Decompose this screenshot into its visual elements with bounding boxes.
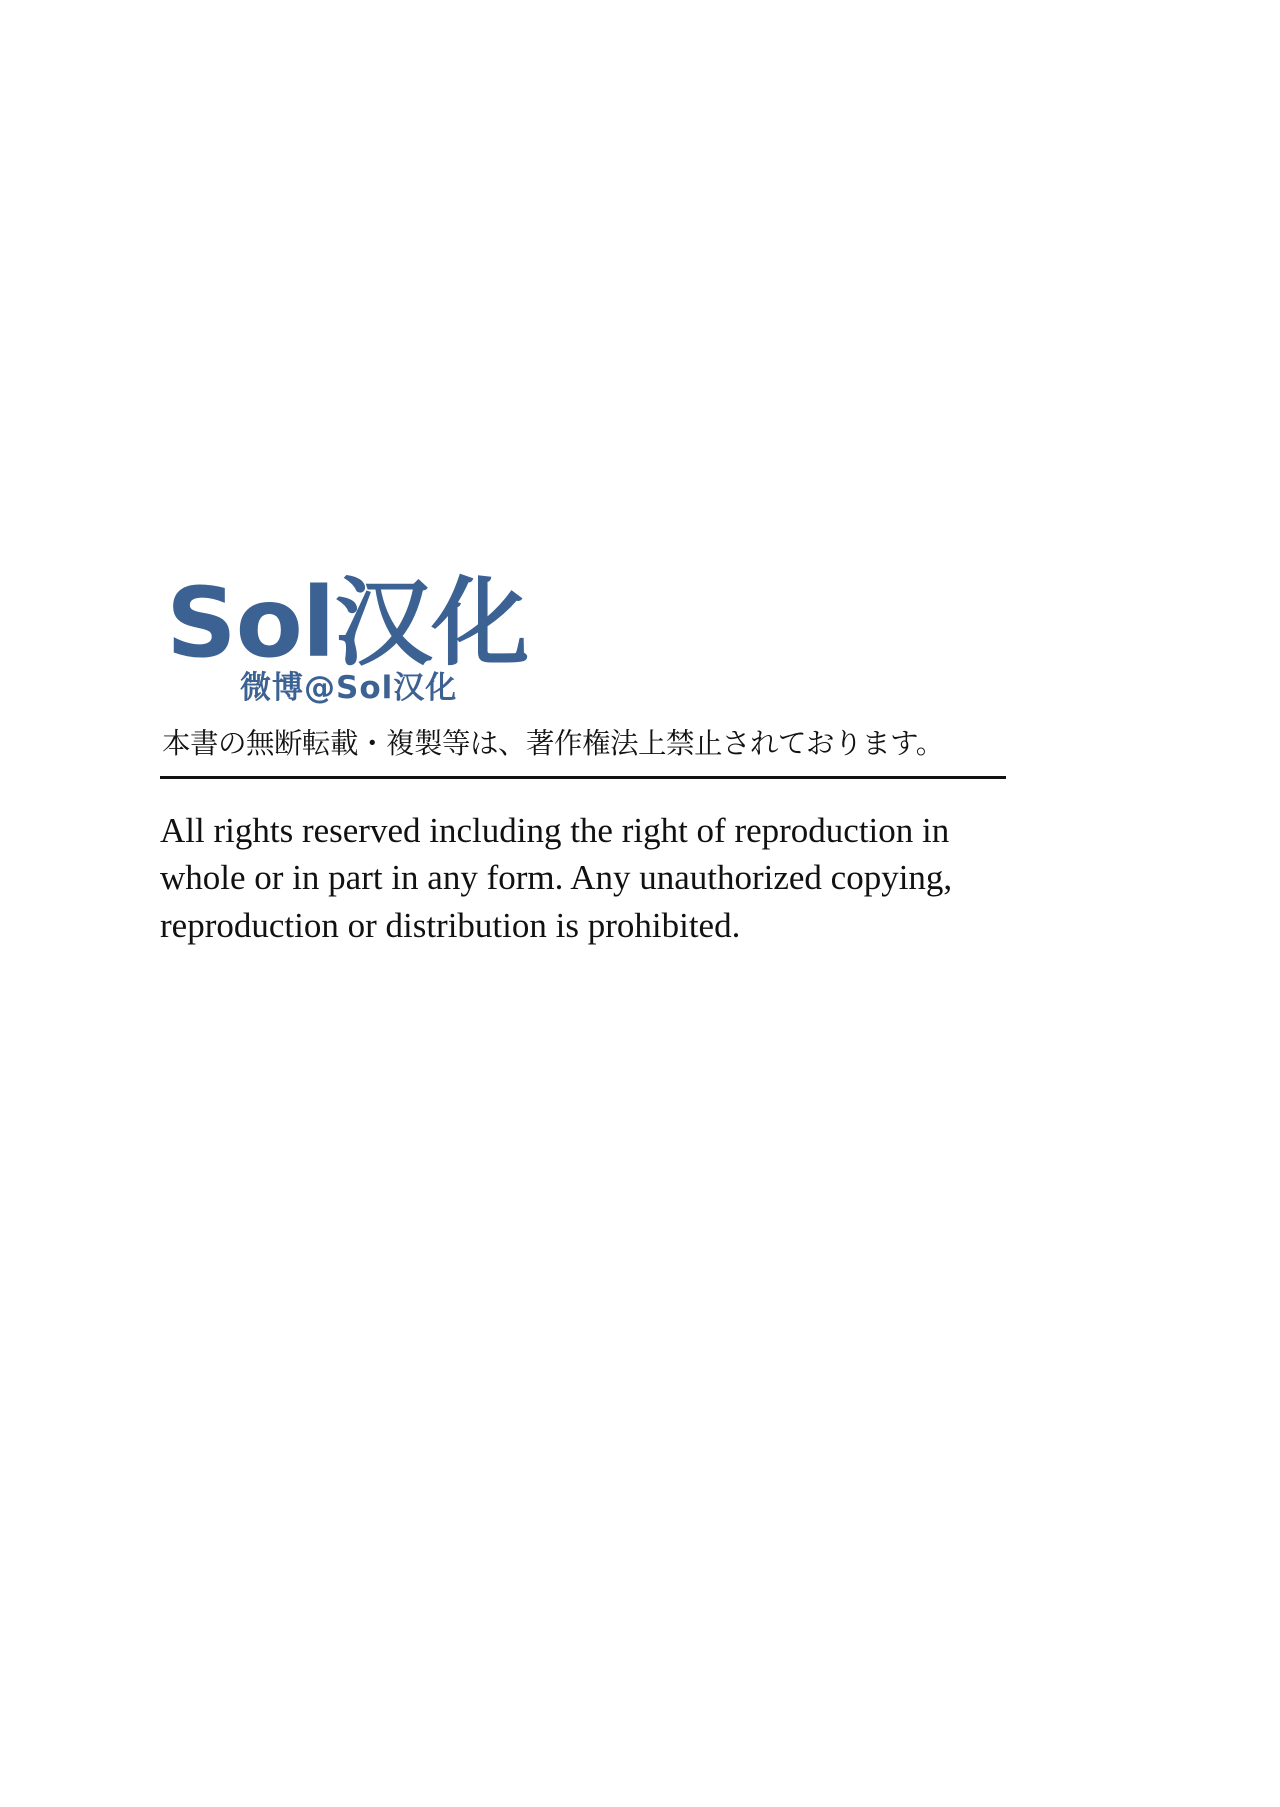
logo-wordmark: Sol汉化 <box>166 567 529 679</box>
scanlation-group-logo <box>160 567 1140 706</box>
divider-rule <box>160 776 1006 779</box>
logo-weibo-handle: 微博@Sol汉化 <box>240 670 458 706</box>
japanese-copyright-notice: 本書の無断転載・複製等は、著作権法上禁止されております。 <box>162 727 944 760</box>
copyright-block <box>160 567 1140 949</box>
english-copyright-notice: All rights reserved including the right of reproduction in whole or in part in any form. Any unauthorized copying, reproduction or distribution is prohibited. <box>160 810 953 945</box>
